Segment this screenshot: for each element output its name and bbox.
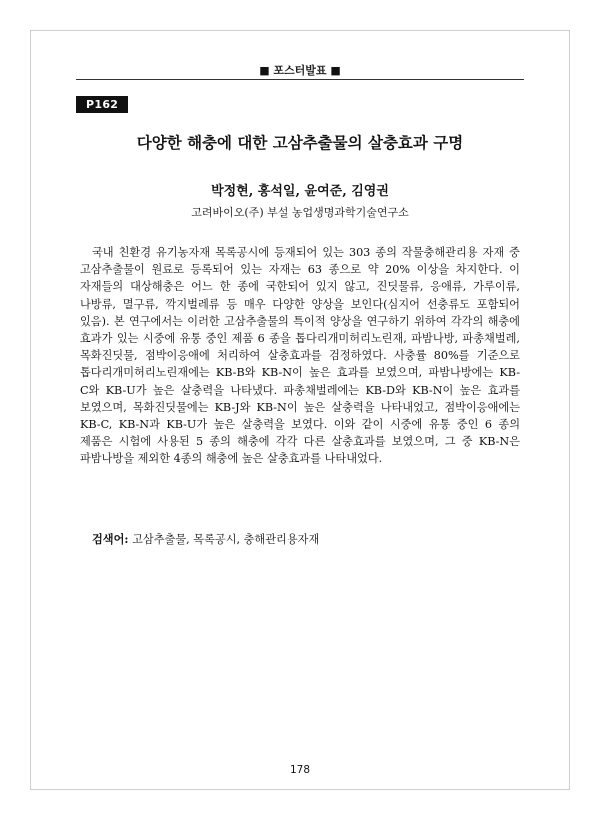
keywords-value: 고삼추출물, 목록공시, 충해관리용자재	[128, 533, 320, 546]
keywords	[92, 531, 319, 547]
poster-id-badge: P162	[76, 96, 128, 113]
page-number: 178	[289, 764, 311, 776]
header-divider	[76, 79, 524, 80]
keywords-label: 검색어:	[92, 532, 129, 546]
author-list: 박정현, 홍석일, 윤여준, 김영권	[211, 184, 389, 199]
paper-title: 다양한 해충에 대한 고삼추출물의 살충효과 구명	[136, 133, 464, 152]
section-header: ■ 포스터발표 ■	[259, 64, 341, 77]
affiliation: 고려바이오(주) 부설 농업생명과학기술연구소	[191, 206, 409, 219]
abstract-body: 국내 친환경 유기농자재 목록공시에 등재되어 있는 303 종의 작물충해관리용 자재 중 고삼추출물이 원료로 등록되어 있는 자재는 63 종으로 약 20% 이상을 차지한다. 이 자재들의 대상해충은 어느 한 종에 국한되어 있지 않고, 진딧물류, 응애류, 가루이류, 나방류, 멸구류, 깍지벌레류 등 매우 다양한 양상을 보인다(심지어 선충류도 포함되어 있음). 본 연구에서는 이러한 고삼추출물의 특이적 양상을 연구하기 위하여 각각의 해충에 효과가 있는 시중에 유통 중인 제품 6 종을 톱다리개미허리노린재, 파밤나방, 파총채벌레, 목화진딧물, 점박이응애에 처리하여 살충효과를 검정하였다. 사충률 80%를 기준으로 톱다리개미허리노린재에는 KB-B와 KB-N이 높은 효과를 보였으며, 파밤나방에는 KB-C와 KB-U가 높은 살충력을 나타냈다. 파총채벌레에는 KB-D와 KB-N이 높은 효과를 보였으며, 목화진딧물에는 KB-J와 KB-N이 높은 살충력을 나타내었고, 점박이응애에는 KB-C, KB-N과 KB-U가 높은 살충력을 보였다. 이와 같이 시중에 유통 중인 6 종의 제품은 시험에 사용된 5 종의 해충에 각각 다른 살충효과를 보였으며, 그 중 KB-N은 파밤나방을 제외한 4종의 해충에 높은 살충효과를 나타내었다.	[80, 246, 520, 466]
